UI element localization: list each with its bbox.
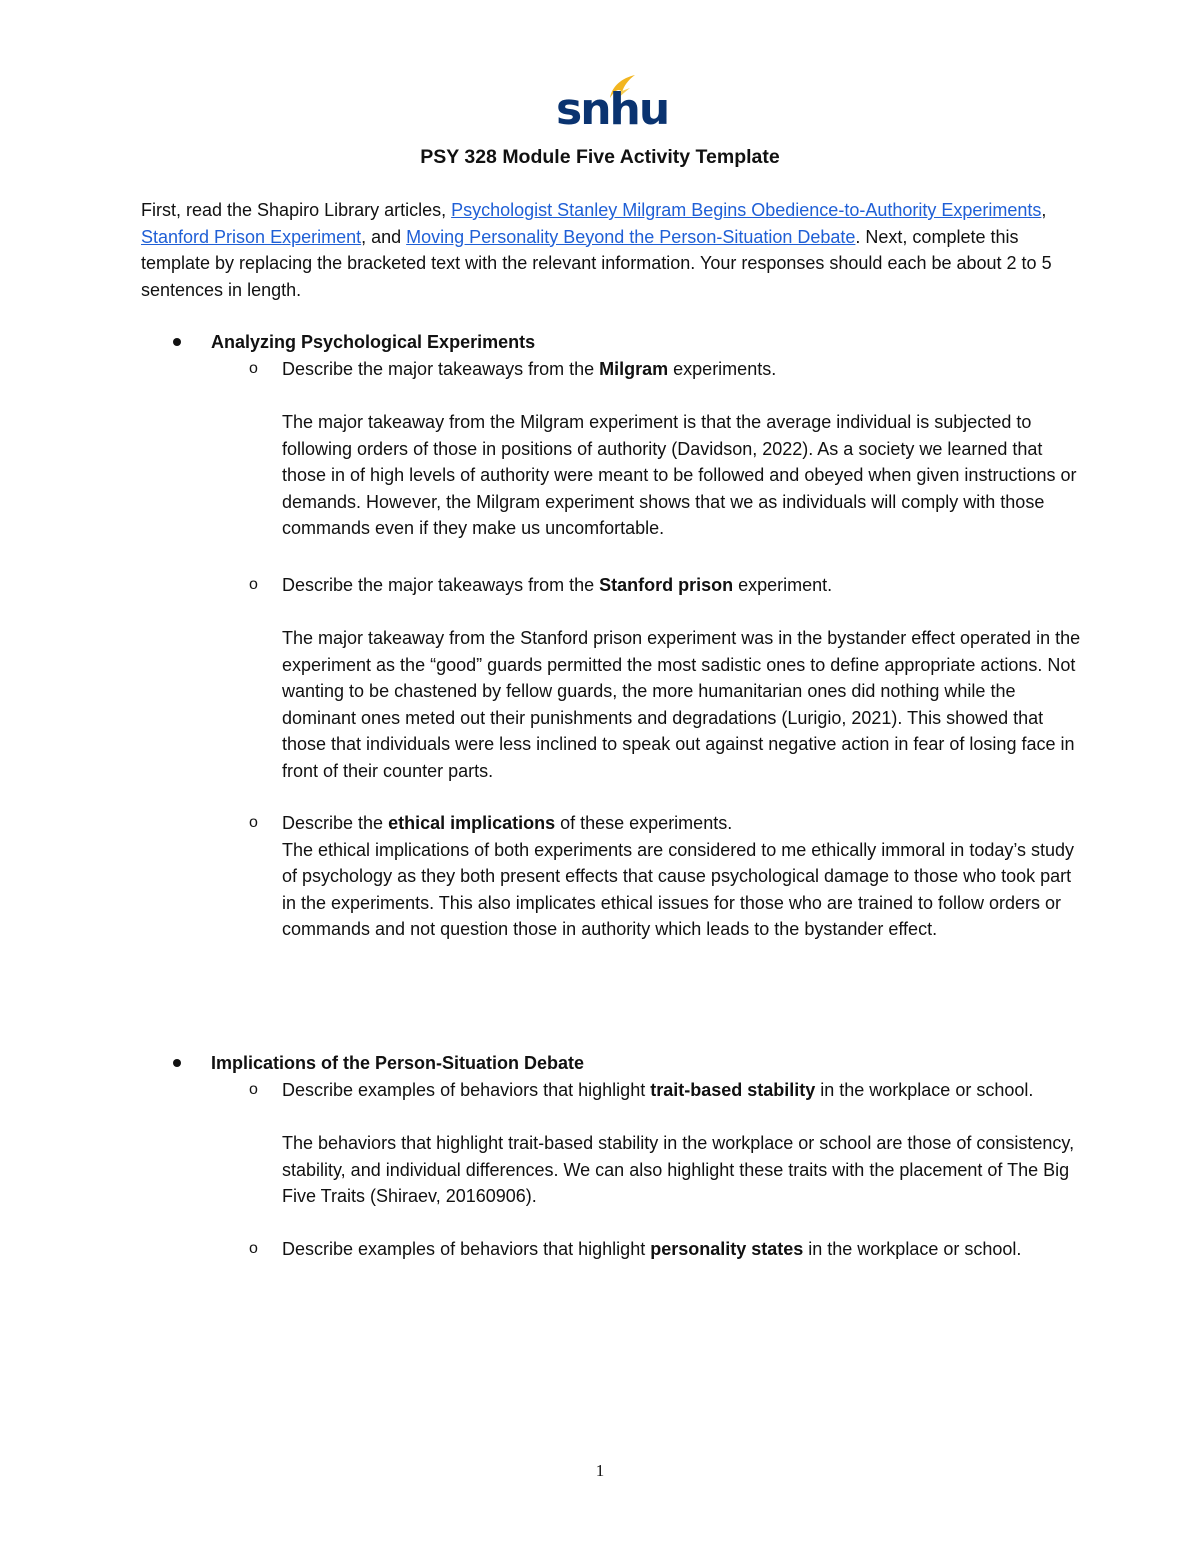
question-text: Describe the [282,813,389,833]
intro-sep-2: , and [361,226,407,247]
answer-stanford [141,625,1081,784]
answer-ethics [141,837,1081,943]
question-text: Describe examples of behaviors that highlight [282,1079,651,1100]
page-title: PSY 328 Module Five Activity Template [420,146,780,168]
sub-bullet-icon: o [249,1080,258,1098]
question-stanford [141,572,1081,599]
question-text-end: experiments. [668,358,777,379]
question-text-end: of these experiments. [555,813,733,833]
sub-bullet-icon: o [249,1239,258,1257]
answer-text: The major takeaway from the Stanford prison experiment was in the bystander effect operated in the experiment as the “good” guards permitted the most sadistic ones to define appropriate actions. Not wanting to be chastened by fellow guards, the more humanitarian ones did nothing while the dominant ones meted out their punishments and degradations (Lurigio, 2021). This showed that those that individuals were less inclined to speak out against negative action in fear of losing face in front of their counter parts. [282,628,1081,781]
snhu-logo [556,74,669,135]
question-emphasis: Stanford prison [599,574,734,595]
answer-text: The ethical implications of both experiments are considered to me ethically immoral in today’s study of psychology as they both present effects that cause psychological damage to those who took part in the experiments. This also implicates ethical issues for those who are trained to follow orders or commands and not question those in authority which leads to the bystander effect. [282,839,1075,939]
question-trait-stability [141,1077,1081,1104]
bullet-icon [173,1059,181,1067]
question-milgram [141,356,1081,383]
answer-text: The major takeaway from the Milgram experiment is that the average individual is subjected to following orders of those in positions of authority (Davidson, 2022). As a society we learned that those in of high levels of authority were meant to be followed and obeyed when given instructions or demands. However, the Milgram experiment shows that we as individuals will comply with those commands even if they make us uncomfortable. [282,412,1077,538]
link-stanford-article[interactable]: Stanford Prison Experiment [141,226,362,247]
answer-trait-stability [141,1130,1081,1210]
answer-milgram [141,409,1081,542]
page-number: 1 [595,1461,605,1480]
bullet-icon [173,338,181,346]
intro-paragraph [141,197,1061,303]
section-person-situation [141,1050,1081,1262]
question-text: Describe examples of behaviors that highlight [282,1238,651,1259]
link-milgram-article[interactable]: Psychologist Stanley Milgram Begins Obedience-to-Authority Experiments [451,200,1042,220]
sub-bullet-icon: o [249,575,258,593]
intro-tail: . Next, complete this template by replacing the bracketed text with the relevant information. Your responses should each be about 2 to 5 sentences in length. [141,226,1052,300]
question-emphasis: ethical implications [388,813,556,833]
section-heading [141,1050,1081,1077]
heading-text: Implications of the Person-Situation Debate [211,1053,585,1073]
answer-text: The behaviors that highlight trait-based stability in the workplace or school are those of consistency, stability, and individual differences. We can also highlight these traits with the placement of The Big Five Traits (Shiraev, 20160906). [282,1133,1075,1206]
question-personality-states [141,1236,1081,1263]
question-emphasis: Milgram [599,358,669,379]
intro-lead: First, read the Shapiro Library articles, [141,200,452,220]
question-ethics [141,810,1081,837]
sub-bullet-icon: o [249,814,258,831]
heading-text: Analyzing Psychological Experiments [211,332,536,352]
question-text: Describe the major takeaways from the [282,574,600,595]
link-person-situation-article[interactable]: Moving Personality Beyond the Person-Situation Debate [406,226,856,247]
logo-wordmark: snhu [556,84,669,135]
section-heading [141,329,1081,356]
question-text: Describe the major takeaways from the [282,358,600,379]
question-text-end: experiment. [733,574,833,595]
question-emphasis: personality states [650,1238,804,1259]
intro-sep-1: , [1041,200,1047,220]
sub-bullet-icon: o [249,359,258,377]
question-text-end: in the workplace or school. [803,1238,1022,1259]
question-emphasis: trait-based stability [650,1079,816,1100]
section-analyzing-experiments [141,329,1081,943]
question-text-end: in the workplace or school. [815,1079,1034,1100]
